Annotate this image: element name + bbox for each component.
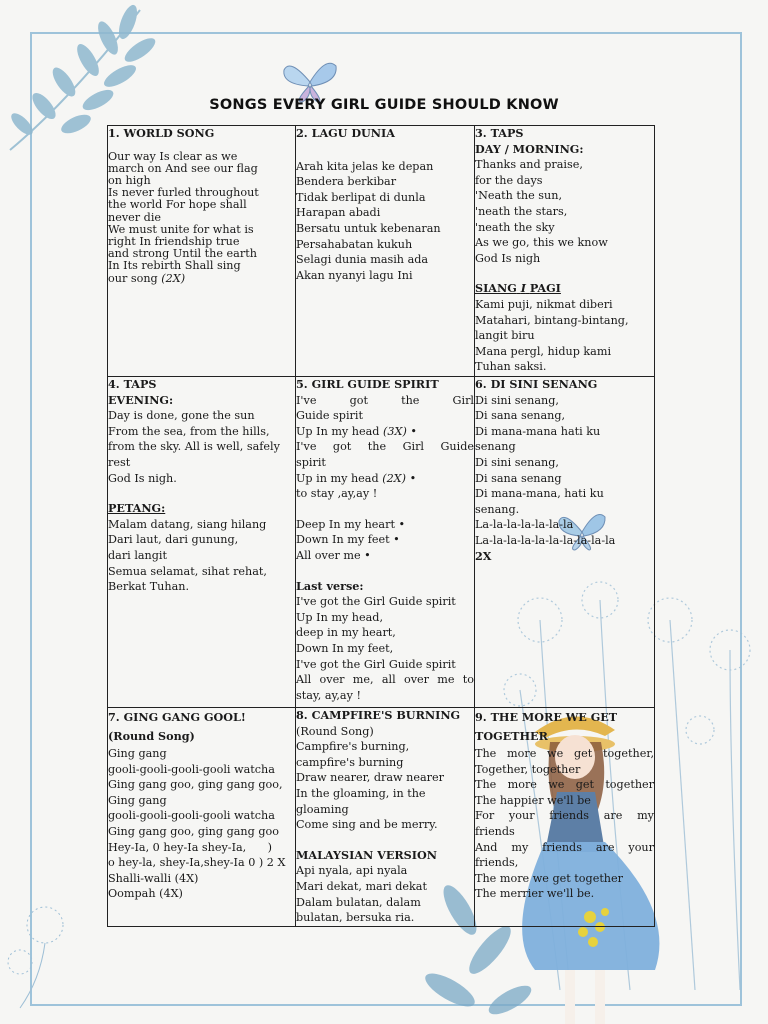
lyric-line: In Its rebirth Shall sing xyxy=(108,259,241,273)
lyric-line: Is never furled throughout xyxy=(108,186,259,200)
lyric-line: Mana pergl, hidup kami xyxy=(475,344,612,358)
song-ging-gang-gool xyxy=(108,708,296,927)
lyric-line: Matahari, bintang-bintang, xyxy=(475,313,629,327)
lyric-line: Our way Is clear as we xyxy=(108,149,238,163)
lyric-line: Draw nearer, draw nearer xyxy=(296,771,444,785)
song-heading: 3. TAPS xyxy=(475,126,524,140)
lyric-line: Selagi dunia masih ada xyxy=(296,253,429,267)
lyric-text: Up In my head xyxy=(296,424,380,438)
song-di-sini-senang xyxy=(475,377,655,708)
lyric-line: Dalam bulatan, dalam xyxy=(296,895,421,909)
song-heading: 5. GIRL GUIDE SPIRIT xyxy=(296,377,439,391)
section-label: Last verse: xyxy=(296,578,364,593)
lyric-line: friends xyxy=(475,824,515,838)
lyric-line: Malam datang, siang hilang xyxy=(108,517,267,531)
song-taps-evening xyxy=(108,377,296,708)
lyric-line: spirit xyxy=(296,455,326,469)
lyric-line: 'Neath the sun, xyxy=(475,189,562,203)
lyric-line: Down In my feet, xyxy=(296,641,394,655)
lyric-line: Semua selamat, sihat rehat, xyxy=(108,564,267,578)
lyric-line: The more we get together, xyxy=(475,747,654,760)
song-campfires-burning xyxy=(296,708,475,927)
lyric-line: Persahabatan kukuh xyxy=(296,237,413,251)
repeat-marker: (2X) xyxy=(161,271,186,285)
page-title: SONGS EVERY GIRL GUIDE SHOULD KNOW xyxy=(209,97,559,113)
lyric-line xyxy=(296,424,474,440)
lyric-line: Di sana senang xyxy=(475,471,562,485)
lyric-line: Thanks and praise, xyxy=(475,158,583,172)
lyric-line: Ging gang xyxy=(108,747,167,760)
lyric-line: I've got the Girl xyxy=(296,393,474,407)
section-word: PAGI xyxy=(529,281,561,296)
lyric-line: Mari dekat, mari dekat xyxy=(296,879,427,893)
lyric-line: dari langit xyxy=(108,548,168,562)
lyric-line: stay, ay,ay ! xyxy=(296,688,361,702)
lyric-line: 'neath the sky xyxy=(475,220,555,234)
lyric-line: right In friendship true xyxy=(108,235,240,249)
lyric-line: never die xyxy=(108,210,162,224)
lyric-line: Di sana senang, xyxy=(475,409,566,423)
section-label: (Round Song) xyxy=(108,729,195,743)
lyric-line: bulatan, bersuka ria. xyxy=(296,911,415,925)
lyric-line: For your friends are my xyxy=(475,809,654,823)
lyric-line: Dari laut, dari gunung, xyxy=(108,533,239,547)
lyric-line: o hey-la, shey-Ia,shey-Ia 0 ) 2 X xyxy=(108,856,286,870)
song-heading: 7. GING GANG GOOL! xyxy=(108,710,246,724)
section-label: MALAYSIAN VERSION xyxy=(296,847,437,862)
section-word: I xyxy=(520,281,526,296)
lyric-line: La-la-la-la-la-la-la-la-la-la xyxy=(475,533,616,547)
song-the-more-we-get-together xyxy=(475,708,655,927)
lyric-line: As we go, this we know xyxy=(475,236,608,250)
lyric-line: Deep In my heart • xyxy=(296,517,406,531)
lyric-line: senang xyxy=(475,440,516,454)
song-heading: 6. DI SINI SENANG xyxy=(475,377,598,391)
song-heading: 9. THE MORE WE GET xyxy=(475,710,618,724)
lyric-line xyxy=(108,273,295,285)
song-girl-guide-spirit xyxy=(296,377,475,708)
section-label: DAY / MORNING: xyxy=(475,141,584,156)
lyric-line: I've got the Girl Guide xyxy=(296,440,474,454)
lyric-line: 'neath the stars, xyxy=(475,204,568,218)
song-heading: 2. LAGU DUNIA xyxy=(296,126,395,140)
lyric-line: The merrier we'll be. xyxy=(475,887,595,901)
lyric-line: Oompah (4X) xyxy=(108,887,183,901)
song-taps-day xyxy=(475,126,655,377)
lyric-line: to stay ,ay,ay ! xyxy=(296,487,378,501)
lyric-line: gooli-gooli-gooli-gooli watcha xyxy=(108,762,275,776)
lyric-line: Ging gang goo, ging gang goo, xyxy=(108,778,283,792)
song-heading: 4. TAPS xyxy=(108,377,157,391)
dandelion-icon xyxy=(0,900,80,1010)
lyric-line: We must unite for what is xyxy=(108,222,254,236)
section-word: SIANG xyxy=(475,281,517,296)
section-label xyxy=(475,281,654,297)
lyric-line: Shalli-walli (4X) xyxy=(108,871,199,885)
lyric-line: Kami puji, nikmat diberi xyxy=(475,297,613,311)
repeat-marker: (3X) xyxy=(383,424,407,438)
song-world-song xyxy=(108,126,296,377)
lyric-line: Day is done, gone the sun xyxy=(108,409,255,423)
lyric-line: campfire's burning xyxy=(296,755,404,769)
lyric-line: rest xyxy=(108,455,131,469)
lyric-line: All over me, all over me to xyxy=(296,673,474,687)
lyric-line: Guide spirit xyxy=(296,409,363,423)
lyric-line: gooli-gooli-gooli-gooli watcha xyxy=(108,809,275,823)
lyric-line: Together, together xyxy=(475,762,581,776)
lyric-line: From the sea, from the hills, xyxy=(108,424,270,438)
lyric-line: Campfire's burning, xyxy=(296,740,410,754)
lyric-line: Di sini senang, xyxy=(475,455,559,469)
lyric-line: God Is nigh xyxy=(475,251,541,265)
song-heading: TOGETHER xyxy=(475,729,548,743)
song-heading: 1. WORLD SONG xyxy=(108,126,215,140)
lyric-line xyxy=(296,471,474,487)
lyric-line: for the days xyxy=(475,173,543,187)
lyric-line: Tuhan saksi. xyxy=(475,360,547,374)
lyric-line: gloaming xyxy=(296,802,349,816)
lyric-line: and strong Until the earth xyxy=(108,247,257,261)
lyric-line: Tidak berlipat di dunla xyxy=(296,190,426,204)
lyric-line: Berkat Tuhan. xyxy=(108,580,189,594)
repeat-marker: 2X xyxy=(475,548,492,563)
section-label: EVENING: xyxy=(108,392,174,407)
song-heading: 8. CAMPFIRE'S BURNING xyxy=(296,708,461,722)
section-label: PETANG: xyxy=(108,501,166,516)
lyric-line: Akan nyanyi lagu Ini xyxy=(296,268,413,282)
lyric-line: (Round Song) xyxy=(296,724,374,738)
lyric-text: our song xyxy=(108,271,158,285)
bullet-mark: • xyxy=(410,424,418,438)
repeat-marker: (2X) xyxy=(382,471,407,485)
lyric-line: La-la-la-la-la-la-la xyxy=(475,518,574,532)
lyric-line: march on And see our flag xyxy=(108,161,258,175)
lyric-line: I've got the Girl Guide spirit xyxy=(296,595,456,609)
lyric-text: Up in my head xyxy=(296,471,379,485)
lyric-line: The happier we'll be xyxy=(475,793,591,807)
lyric-line: Api nyala, api nyala xyxy=(296,864,408,878)
lyric-line: friends, xyxy=(475,856,519,870)
lyric-line: Up In my head, xyxy=(296,610,384,624)
lyric-line: God Is nigh. xyxy=(108,471,177,485)
songs-table xyxy=(107,125,655,927)
lyric-line: the world For hope shall xyxy=(108,198,247,212)
song-lagu-dunia xyxy=(296,126,475,377)
lyric-line: And my friends are your xyxy=(475,840,654,854)
lyric-line: Di mana-mana hati ku xyxy=(475,424,601,438)
lyric-line: Di sini senang, xyxy=(475,393,559,407)
lyric-line: The more we get together xyxy=(475,778,654,792)
lyric-line: Bersatu untuk kebenaran xyxy=(296,221,441,235)
lyric-line: Hey-Ia, 0 hey-Ia shey-Ia, ) xyxy=(108,840,272,854)
lyric-line: senang. xyxy=(475,502,520,516)
lyric-line: In the gloaming, in the xyxy=(296,786,426,800)
lyric-line: Di mana-mana, hati ku xyxy=(475,487,604,501)
lyric-line: Ging gang goo, ging gang goo xyxy=(108,824,279,838)
lyric-line: from the sky. All is well, safely xyxy=(108,440,280,454)
lyric-line: Arah kita jelas ke depan xyxy=(296,159,434,173)
lyric-line: Harapan abadi xyxy=(296,206,381,220)
lyric-line: Bendera berkibar xyxy=(296,175,397,189)
lyric-line: Come sing and be merry. xyxy=(296,818,438,832)
lyric-line: All over me • xyxy=(296,548,371,562)
lyric-line: langit biru xyxy=(475,329,535,343)
lyric-line: Ging gang xyxy=(108,793,167,807)
lyric-line: deep in my heart, xyxy=(296,626,396,640)
lyric-line: on high xyxy=(108,174,151,187)
lyric-line: Down In my feet • xyxy=(296,533,400,547)
bullet-mark: • xyxy=(409,471,417,485)
lyric-line: I've got the Girl Guide spirit xyxy=(296,657,456,671)
lyric-line: The more we get together xyxy=(475,871,623,885)
